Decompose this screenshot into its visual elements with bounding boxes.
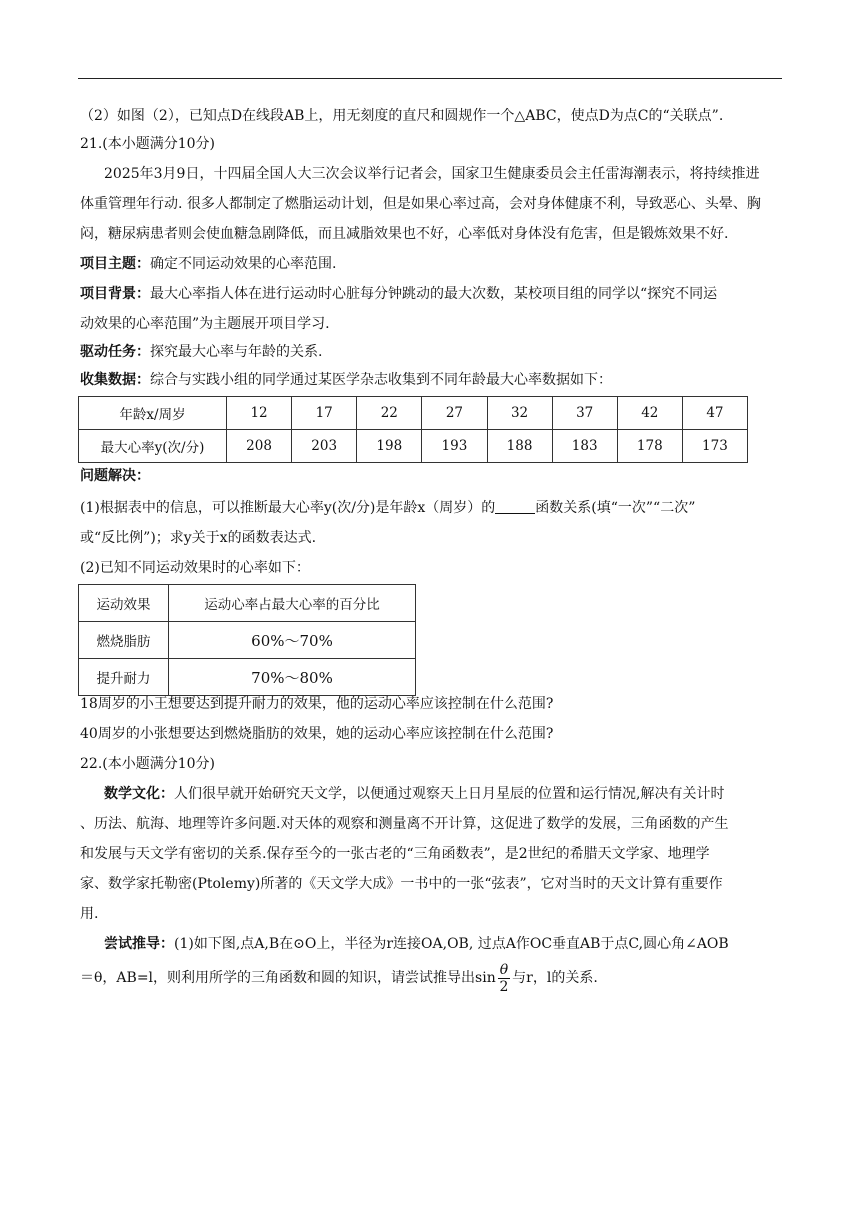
driving-task bbox=[80, 342, 322, 362]
task-text: 探究最大心率与年龄的关系. bbox=[150, 344, 323, 360]
table-row bbox=[79, 659, 416, 696]
q20-part2: （2）如图（2），已知点D在线段AB上，用无刻度的直尺和圆规作一个△ABC，使点D为点C的“关联点”. bbox=[80, 108, 724, 124]
collect-label: 收集数据： bbox=[80, 372, 150, 388]
table-row bbox=[79, 585, 416, 622]
age-cell: 32 bbox=[487, 397, 552, 430]
culture-text-5: 用. bbox=[80, 906, 99, 922]
problem-solving-label bbox=[80, 466, 150, 486]
culture-text-2: 、历法、航海、地理等许多问题.对天体的观察和测量离不开计算，这促进了数学的发展，三角函数的产生 bbox=[80, 816, 729, 832]
q21-part2-question-b: 40周岁的小张想要达到燃烧脂肪的效果，她的运动心率应该控制在什么范围? bbox=[80, 726, 554, 742]
culture-text-1: 人们很早就开始研究天文学，以便通过观察天上日月星辰的位置和运行情况,解决有关计时 bbox=[174, 786, 725, 802]
q21-intro-line2: 体重管理年行动. 很多人都制定了燃脂运动计划，但是如果心率过高，会对身体健康不利，导致恶心、头晕、胸 bbox=[80, 196, 761, 212]
q21-part1-line1 bbox=[80, 498, 695, 518]
rate-cell: 183 bbox=[552, 430, 617, 463]
collect-text: 综合与实践小组的同学通过某医学杂志收集到不同年龄最大心率数据如下： bbox=[150, 372, 612, 388]
project-theme bbox=[80, 254, 336, 274]
background-label: 项目背景： bbox=[80, 286, 150, 302]
heart-rate-table bbox=[78, 396, 748, 463]
theta-over-2-fraction bbox=[498, 962, 510, 995]
culture-label: 数学文化： bbox=[104, 786, 174, 802]
rate-header-cell: 最大心率y(次/分) bbox=[79, 430, 227, 463]
rate-cell: 208 bbox=[227, 430, 292, 463]
q21-intro-line3: 闷，糖尿病患者则会使血糖急剧降低，而且减脂效果也不好，心率低对身体没有危害，但是锻炼效果不好. bbox=[80, 226, 729, 242]
theme-text: 确定不同运动效果的心率范围. bbox=[150, 256, 337, 272]
q21-header: 21.(本小题满分10分) bbox=[80, 136, 216, 152]
age-cell: 47 bbox=[682, 397, 747, 430]
rate-cell: 193 bbox=[422, 430, 487, 463]
try-text-2 bbox=[80, 960, 598, 996]
try-text-1: (1)如下图,点A,B在⊙O上，半径为r连接OA,OB, 过点A作OC垂直AB于点C,圆心角∠AOB bbox=[174, 936, 729, 952]
project-background bbox=[80, 284, 717, 304]
rate-cell: 188 bbox=[487, 430, 552, 463]
table-row bbox=[79, 397, 748, 430]
rate-cell: 173 bbox=[682, 430, 747, 463]
age-cell: 37 bbox=[552, 397, 617, 430]
try-derive bbox=[104, 934, 729, 954]
header-rule bbox=[78, 78, 782, 79]
percent-cell: 60%～70% bbox=[169, 622, 416, 659]
solve-label: 问题解决： bbox=[80, 468, 150, 484]
q21-intro-line1: 2025年3月9日，十四届全国人大三次会议举行记者会，国家卫生健康委员会主任雷海潮表示，将持续推进 bbox=[104, 166, 760, 182]
q22-header: 22.(本小题满分10分) bbox=[80, 756, 216, 772]
age-cell: 42 bbox=[617, 397, 682, 430]
math-culture bbox=[104, 784, 724, 804]
age-cell: 27 bbox=[422, 397, 487, 430]
try-text-2b: 与r，l的关系. bbox=[512, 970, 598, 986]
task-label: 驱动任务： bbox=[80, 344, 150, 360]
percent-header-cell: 运动心率占最大心率的百分比 bbox=[169, 585, 416, 622]
theme-label: 项目主题： bbox=[80, 256, 150, 272]
q21-part1-line2: 或“反比例”)；求y关于x的函数表达式. bbox=[80, 530, 317, 546]
q21-part1-text-a: (1)根据表中的信息，可以推断最大心率y(次/分)是年龄x（周岁）的 bbox=[80, 500, 496, 516]
background-text-2: 动效果的心率范围”为主题展开项目学习. bbox=[80, 316, 330, 332]
table-row bbox=[79, 622, 416, 659]
age-header-cell: 年龄x/周岁 bbox=[79, 397, 227, 430]
effect-cell: 提升耐力 bbox=[79, 659, 169, 696]
try-label: 尝试推导： bbox=[104, 936, 174, 952]
background-text-1: 最大心率指人体在进行运动时心脏每分钟跳动的最大次数，某校项目组的同学以“探究不同运 bbox=[150, 286, 718, 302]
culture-text-3: 和发展与天文学有密切的关系.保存至今的一张古老的“三角函数表”，是2世纪的希腊天文学家、地理学 bbox=[80, 846, 710, 862]
fraction-denominator: 2 bbox=[499, 978, 509, 995]
age-cell: 12 bbox=[227, 397, 292, 430]
exercise-effect-table bbox=[78, 584, 416, 696]
q21-part2-question-a: 18周岁的小王想要达到提升耐力的效果，他的运动心率应该控制在什么范围? bbox=[80, 696, 554, 712]
fraction-numerator: θ bbox=[499, 961, 509, 978]
effect-cell: 燃烧脂肪 bbox=[79, 622, 169, 659]
collect-data bbox=[80, 370, 612, 390]
age-cell: 17 bbox=[292, 397, 357, 430]
table-row bbox=[79, 430, 748, 463]
q21-part1-text-b: 函数关系(填“一次”“二次” bbox=[535, 500, 696, 516]
age-cell: 22 bbox=[357, 397, 422, 430]
try-text-2a: ＝θ，AB=l，则利用所学的三角函数和圆的知识，请尝试推导出sin bbox=[80, 970, 496, 986]
rate-cell: 178 bbox=[617, 430, 682, 463]
culture-text-4: 家、数学家托勒密(Ptolemy)所著的《天文学大成》一书中的一张“弦表”，它对当时的天文计算有重要作 bbox=[80, 876, 723, 892]
percent-cell: 70%～80% bbox=[169, 659, 416, 696]
rate-cell: 198 bbox=[357, 430, 422, 463]
answer-blank[interactable] bbox=[495, 499, 535, 514]
rate-cell: 203 bbox=[292, 430, 357, 463]
effect-header-cell: 运动效果 bbox=[79, 585, 169, 622]
q21-part2-intro: (2)已知不同运动效果时的心率如下： bbox=[80, 560, 310, 576]
